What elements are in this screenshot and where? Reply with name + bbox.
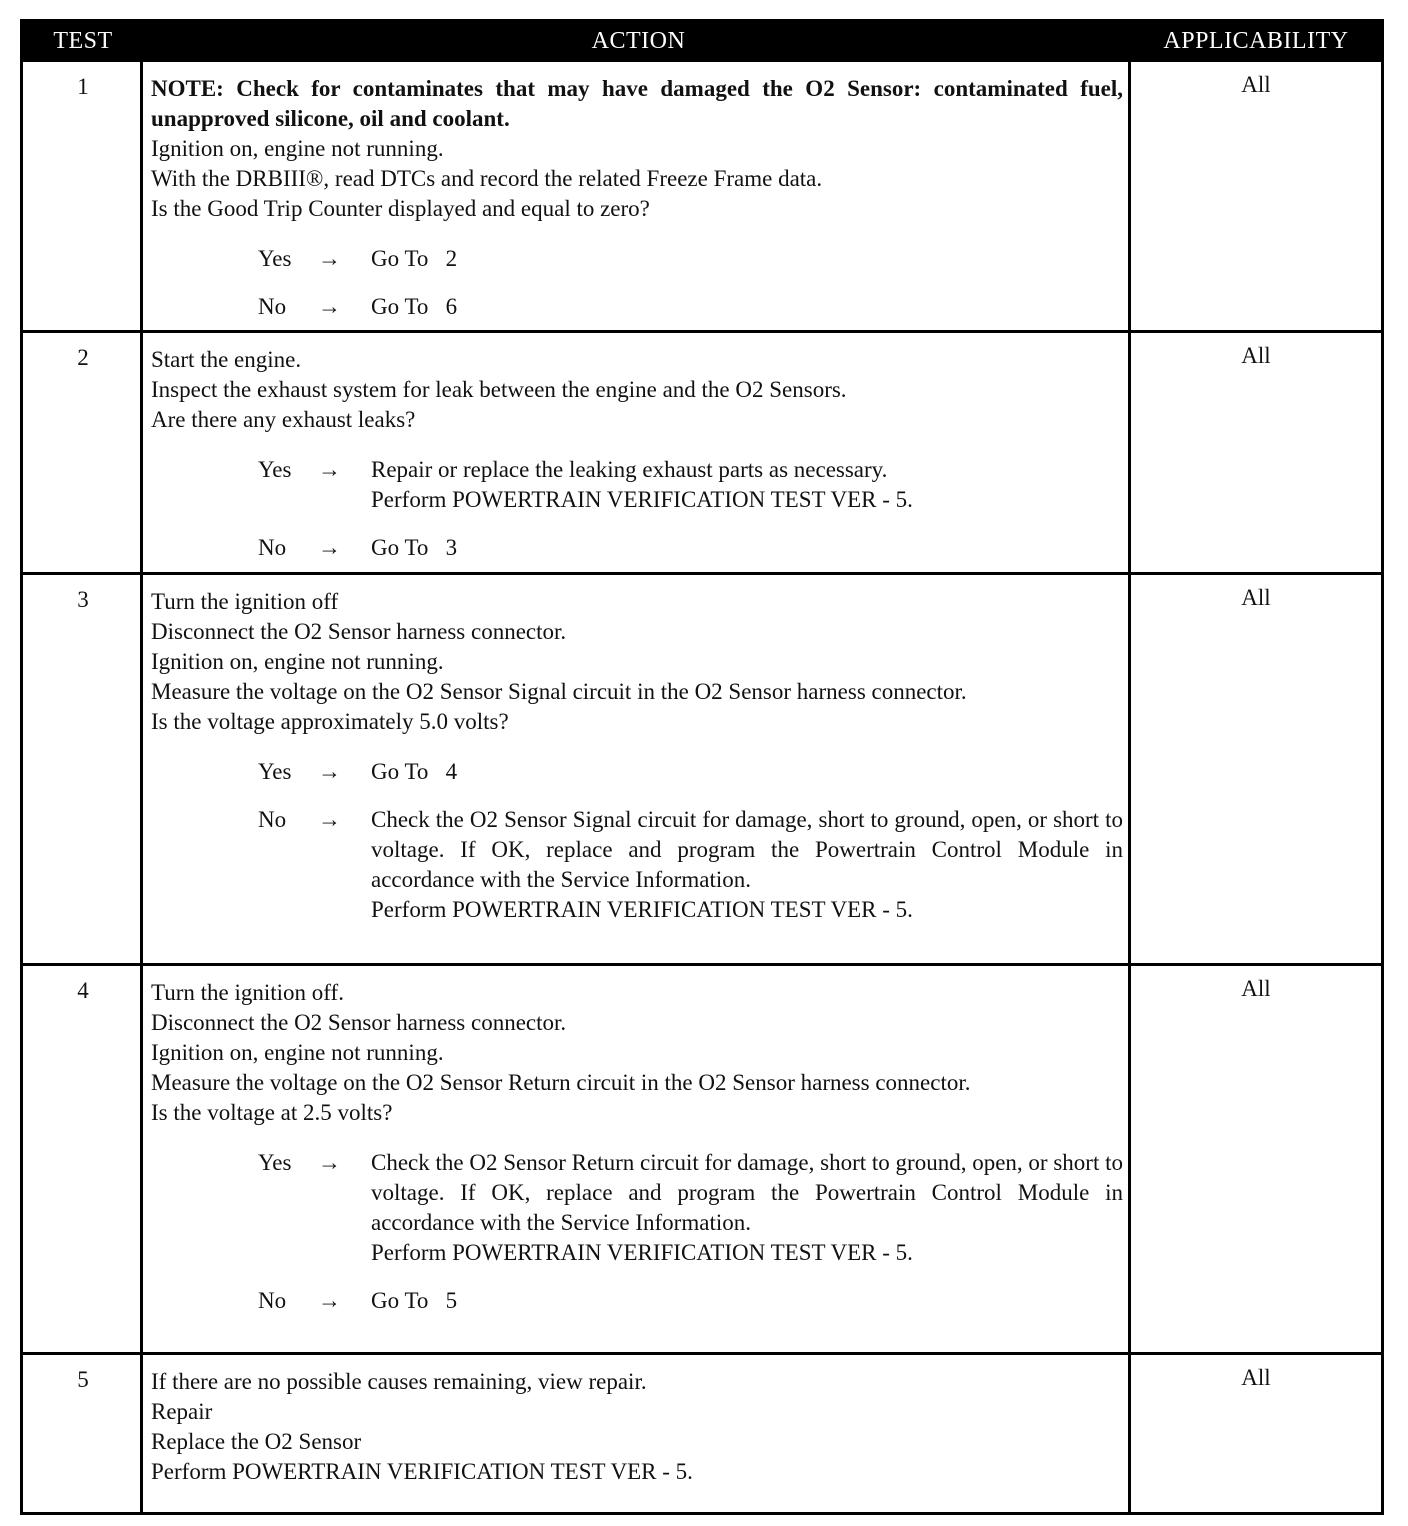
action-line: Ignition on, engine not running. xyxy=(151,1040,444,1065)
action-line: Disconnect the O2 Sensor harness connector. xyxy=(151,1010,567,1035)
no-result xyxy=(371,805,1123,925)
arrow-icon: → xyxy=(318,294,341,319)
action-line: Measure the voltage on the O2 Sensor Signal circuit in the O2 Sensor harness connector. xyxy=(151,679,967,704)
no-label: No xyxy=(258,807,287,832)
arrow-icon: → xyxy=(318,1288,341,1313)
yes-label: Yes xyxy=(258,1150,292,1175)
yes-branch xyxy=(151,1148,1123,1268)
yes-branch xyxy=(151,455,1123,515)
action-line: Ignition on, engine not running. xyxy=(151,136,444,161)
no-result: Go To 3 xyxy=(371,535,458,560)
yes-result: Go To 2 xyxy=(371,246,458,271)
table-row xyxy=(23,59,1381,333)
table-header xyxy=(23,22,1381,62)
applicability-value: All xyxy=(1241,585,1271,610)
header-action: ACTION xyxy=(591,28,686,54)
action-line: Are there any exhaust leaks? xyxy=(151,407,416,432)
arrow-icon: → xyxy=(318,457,341,482)
yes-label: Yes xyxy=(258,457,292,482)
action-cell xyxy=(151,587,1123,925)
table-row xyxy=(23,572,1381,966)
arrow-icon: → xyxy=(318,535,341,560)
action-line: Turn the ignition off xyxy=(151,589,339,614)
no-label: No xyxy=(258,1288,287,1313)
no-result-line: Perform POWERTRAIN VERIFICATION TEST VER - 5. xyxy=(371,897,913,922)
no-branch xyxy=(151,805,1123,925)
arrow-icon: → xyxy=(318,759,341,784)
no-result-line: Check the O2 Sensor Signal circuit for damage, short to ground, open, or short to voltage. If OK, replace and program the Powertrain Control Module in accordance with the Service Information. xyxy=(371,807,1123,892)
arrow-icon: → xyxy=(318,807,341,832)
test-number: 5 xyxy=(77,1367,89,1392)
no-branch xyxy=(151,292,1123,322)
yes-result xyxy=(371,1148,1123,1268)
action-line: Measure the voltage on the O2 Sensor Return circuit in the O2 Sensor harness connector. xyxy=(151,1070,971,1095)
diagnostic-test-table xyxy=(20,19,1384,1515)
applicability-value: All xyxy=(1241,72,1271,97)
action-line: Start the engine. xyxy=(151,347,302,372)
test-number: 1 xyxy=(77,74,89,99)
table-row xyxy=(23,330,1381,575)
action-line: Ignition on, engine not running. xyxy=(151,649,444,674)
action-cell xyxy=(151,1367,1123,1487)
no-label: No xyxy=(258,294,287,319)
repair-label: Repair xyxy=(151,1399,213,1424)
action-line: Disconnect the O2 Sensor harness connector. xyxy=(151,619,567,644)
test-number: 4 xyxy=(77,978,89,1003)
no-result: Go To 5 xyxy=(371,1288,458,1313)
repair-line: Replace the O2 Sensor xyxy=(151,1429,362,1454)
test-number: 3 xyxy=(77,587,89,612)
applicability-value: All xyxy=(1241,1365,1271,1390)
yes-label: Yes xyxy=(258,246,292,271)
applicability-value: All xyxy=(1241,976,1271,1001)
no-branch xyxy=(151,533,1123,563)
note-text: NOTE: Check for contaminates that may have damaged the O2 Sensor: contaminated fuel, unapproved silicone, oil and coolant. xyxy=(151,76,1123,131)
yes-result-line: Perform POWERTRAIN VERIFICATION TEST VER - 5. xyxy=(371,487,913,512)
yes-label: Yes xyxy=(258,759,292,784)
action-cell xyxy=(151,978,1123,1316)
header-test: TEST xyxy=(53,28,113,54)
action-line: If there are no possible causes remaining, view repair. xyxy=(151,1369,647,1394)
arrow-icon: → xyxy=(318,1150,341,1175)
question-line: Is the voltage at 2.5 volts? xyxy=(151,1100,393,1125)
action-cell xyxy=(151,345,1123,563)
action-line: With the DRBIII®, read DTCs and record the related Freeze Frame data. xyxy=(151,166,823,191)
action-cell xyxy=(151,74,1123,322)
question-line: Is the voltage approximately 5.0 volts? xyxy=(151,709,509,734)
action-line: Is the Good Trip Counter displayed and equal to zero? xyxy=(151,196,650,221)
applicability-value: All xyxy=(1241,343,1271,368)
yes-result-line: Repair or replace the leaking exhaust parts as necessary. xyxy=(371,457,888,482)
no-label: No xyxy=(258,535,287,560)
yes-result xyxy=(371,455,1123,515)
yes-result-line: Perform POWERTRAIN VERIFICATION TEST VER - 5. xyxy=(371,1240,913,1265)
repair-line: Perform POWERTRAIN VERIFICATION TEST VER - 5. xyxy=(151,1459,693,1484)
yes-result: Go To 4 xyxy=(371,759,458,784)
no-branch xyxy=(151,1286,1123,1316)
action-line: Inspect the exhaust system for leak between the engine and the O2 Sensors. xyxy=(151,377,847,402)
header-applicability: APPLICABILITY xyxy=(1163,28,1349,54)
table-row xyxy=(23,963,1381,1355)
table-row xyxy=(23,1352,1381,1512)
no-result: Go To 6 xyxy=(371,294,458,319)
arrow-icon: → xyxy=(318,246,341,271)
yes-branch xyxy=(151,757,1123,787)
yes-branch xyxy=(151,244,1123,274)
action-line: Turn the ignition off. xyxy=(151,980,344,1005)
yes-result-line: Check the O2 Sensor Return circuit for damage, short to ground, open, or short to voltage. If OK, replace and program the Powertrain Control Module in accordance with the Service Information. xyxy=(371,1150,1123,1235)
test-number: 2 xyxy=(77,345,89,370)
